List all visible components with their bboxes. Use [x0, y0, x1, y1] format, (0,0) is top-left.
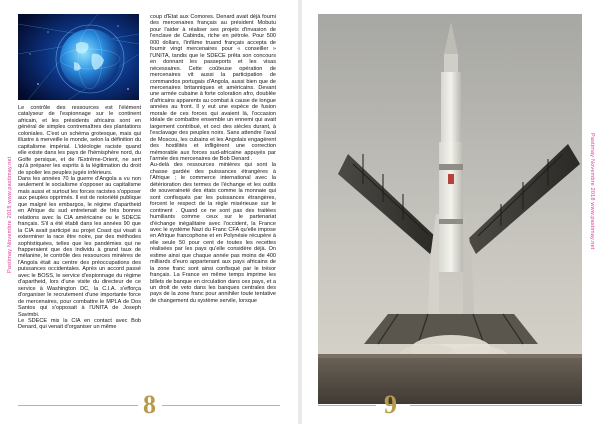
paragraph: Le contrôle des ressources est l'élément catalyseur de l'espionnage sur le continent africain, et les présidents africains sont en général de simples contremaîtres des plantations coloniales. C'est un schéma grotesque, mais qui illustre à merveille le monde, selon la définition du capitalisme impérial. L'idéologie raciste quand elle existe dans les pays de l'hémisphère nord, du Golfe persique, et de l'Extrême-Orient, ne sert qu'à préparer les esprits à la légitimation du droit de spolier les peuples jugés inférieurs. — [18, 105, 141, 176]
left-side-caption: Pastimay Novembre 2018 www.pastimay.net — [7, 156, 13, 273]
footer-rule — [410, 405, 582, 406]
right-page — [302, 0, 600, 424]
text-column-a — [18, 105, 141, 331]
footer-rule — [18, 405, 138, 406]
paragraph: Dans les années 70 la guerre d'Angola a vu non seulement le socialisme s'opposer au capitalisme mais aussi et surtout les forces racistes s'opposer aux peuples opprimés. Il est de notoriété publique que malgré les embargos, le régime d'apartheid en Afrique du sud entretenait de très bonnes relations avec la CIA américaine ou le SDECE français. S'il a été établi dans les années 90 que la CIA avait participé au projet Coast qui visait à exterminer la race être noire, par des méthodes sophistiquées, telles que les pandémies qui ne frapperaient que des individu à grand taux de mélanine, le contrôle des ressources minières de l'Angola était au centre des préoccupations des puissances occidentales. Après un accord passé avec le BOSS, le service d'espionnage du régime d'apartheid, lors d'une visite du directeur de ce service à Washington DC, la C.I.A. s'efforça d'organiser le recrutement d'une importante force de mercenaires, pour combattre le MPLA de Dos Santos qui s'opposait à l'UNITA de Joseph Savimbi. — [18, 175, 141, 318]
text-column-b — [150, 14, 276, 304]
right-side-caption: Pastimay Novembre 2018 www.pastimay.net — [589, 133, 595, 250]
paragraph: coup d'Etat aux Comores. Denard avait déjà fourni des mercenaires français au président Mobutu pour l'aider à réaliser ses projets d'invasion de l'enclave de Cabinda, riche en pétrole. Pour 500 000 dollars, l'infâme truand français accepta de fournir vingt mercenaires pour « conseiller » l'UNITA, tandis que le SDECE prêta son concours en donnant les passeports et les visas nécessaires. Cette coûteuse opération de mercenaires vit aussi la participation de commandos portugais d'Angola, aussi bien que de mercenaires britanniques et américains. Devant une armée cubaine à forte coloration afro, doublée d'africains apparents au combat à cause de longue années au front. Il y eut une espèce de fusion morale de ces forces qui avaient là, l'occasion idéale de combattre ensemble un ennemi qui avait largement contribué, et ceci des siècles durant, à l'esclavage des peuples noirs. Sans attendre l'aval de Moscou, les cubains et les Angolais engagèrent des hostilités et infligèrent une correction mémorable aux forces sud-africaine appuyés par l'armée des mercenaires de Bob Denard . — [150, 14, 276, 162]
paragraph: Au-delà des ressources minières qui sont la chasse gardée des puissances étrangères à l'Afrique ; le commerce international avec la détérioration des termes de l'échange et les outils de souveraineté des états comme la monnaie qui sont confisqués par les puissances étrangères, forcent le respect de la règle misérieuse sur le continent . Quand ce ne sont pas des traitées humiliants comme ceux sur le partenariat d'échange inégalitaire avec l'occident, la France avec le système Nazi du Franc CFA qu'elle impose en Afrique francophone et en Polynésie récupère à elle seule 50 pour cent de toutes les recettes réalisées par les pays qu'elle considère déjà. On estime ainsi que chaque année pas moins de 400 milliards d'euro appartenant aux pays africains de la zone franc sont ainsi confisqué par le trésor français. La France en même temps imprime les billets de banque en circulation dans ces pays, et a un droit de veto dans les banques centrales des pays de la zone franc pour annihiler toute tentative de changement du système servile, lorsque — [150, 162, 276, 304]
page-number: 9 — [384, 390, 397, 419]
footer-rule — [318, 405, 376, 406]
page-number: 8 — [143, 390, 156, 419]
footer-rule — [162, 405, 280, 406]
paragraph: Le SDECE mis la CIA en contact avec Bob Denard, qui venait d'organiser un même — [18, 317, 141, 331]
rocket-launch-photo — [318, 14, 582, 404]
globe-image — [18, 14, 139, 100]
left-page — [0, 0, 298, 424]
